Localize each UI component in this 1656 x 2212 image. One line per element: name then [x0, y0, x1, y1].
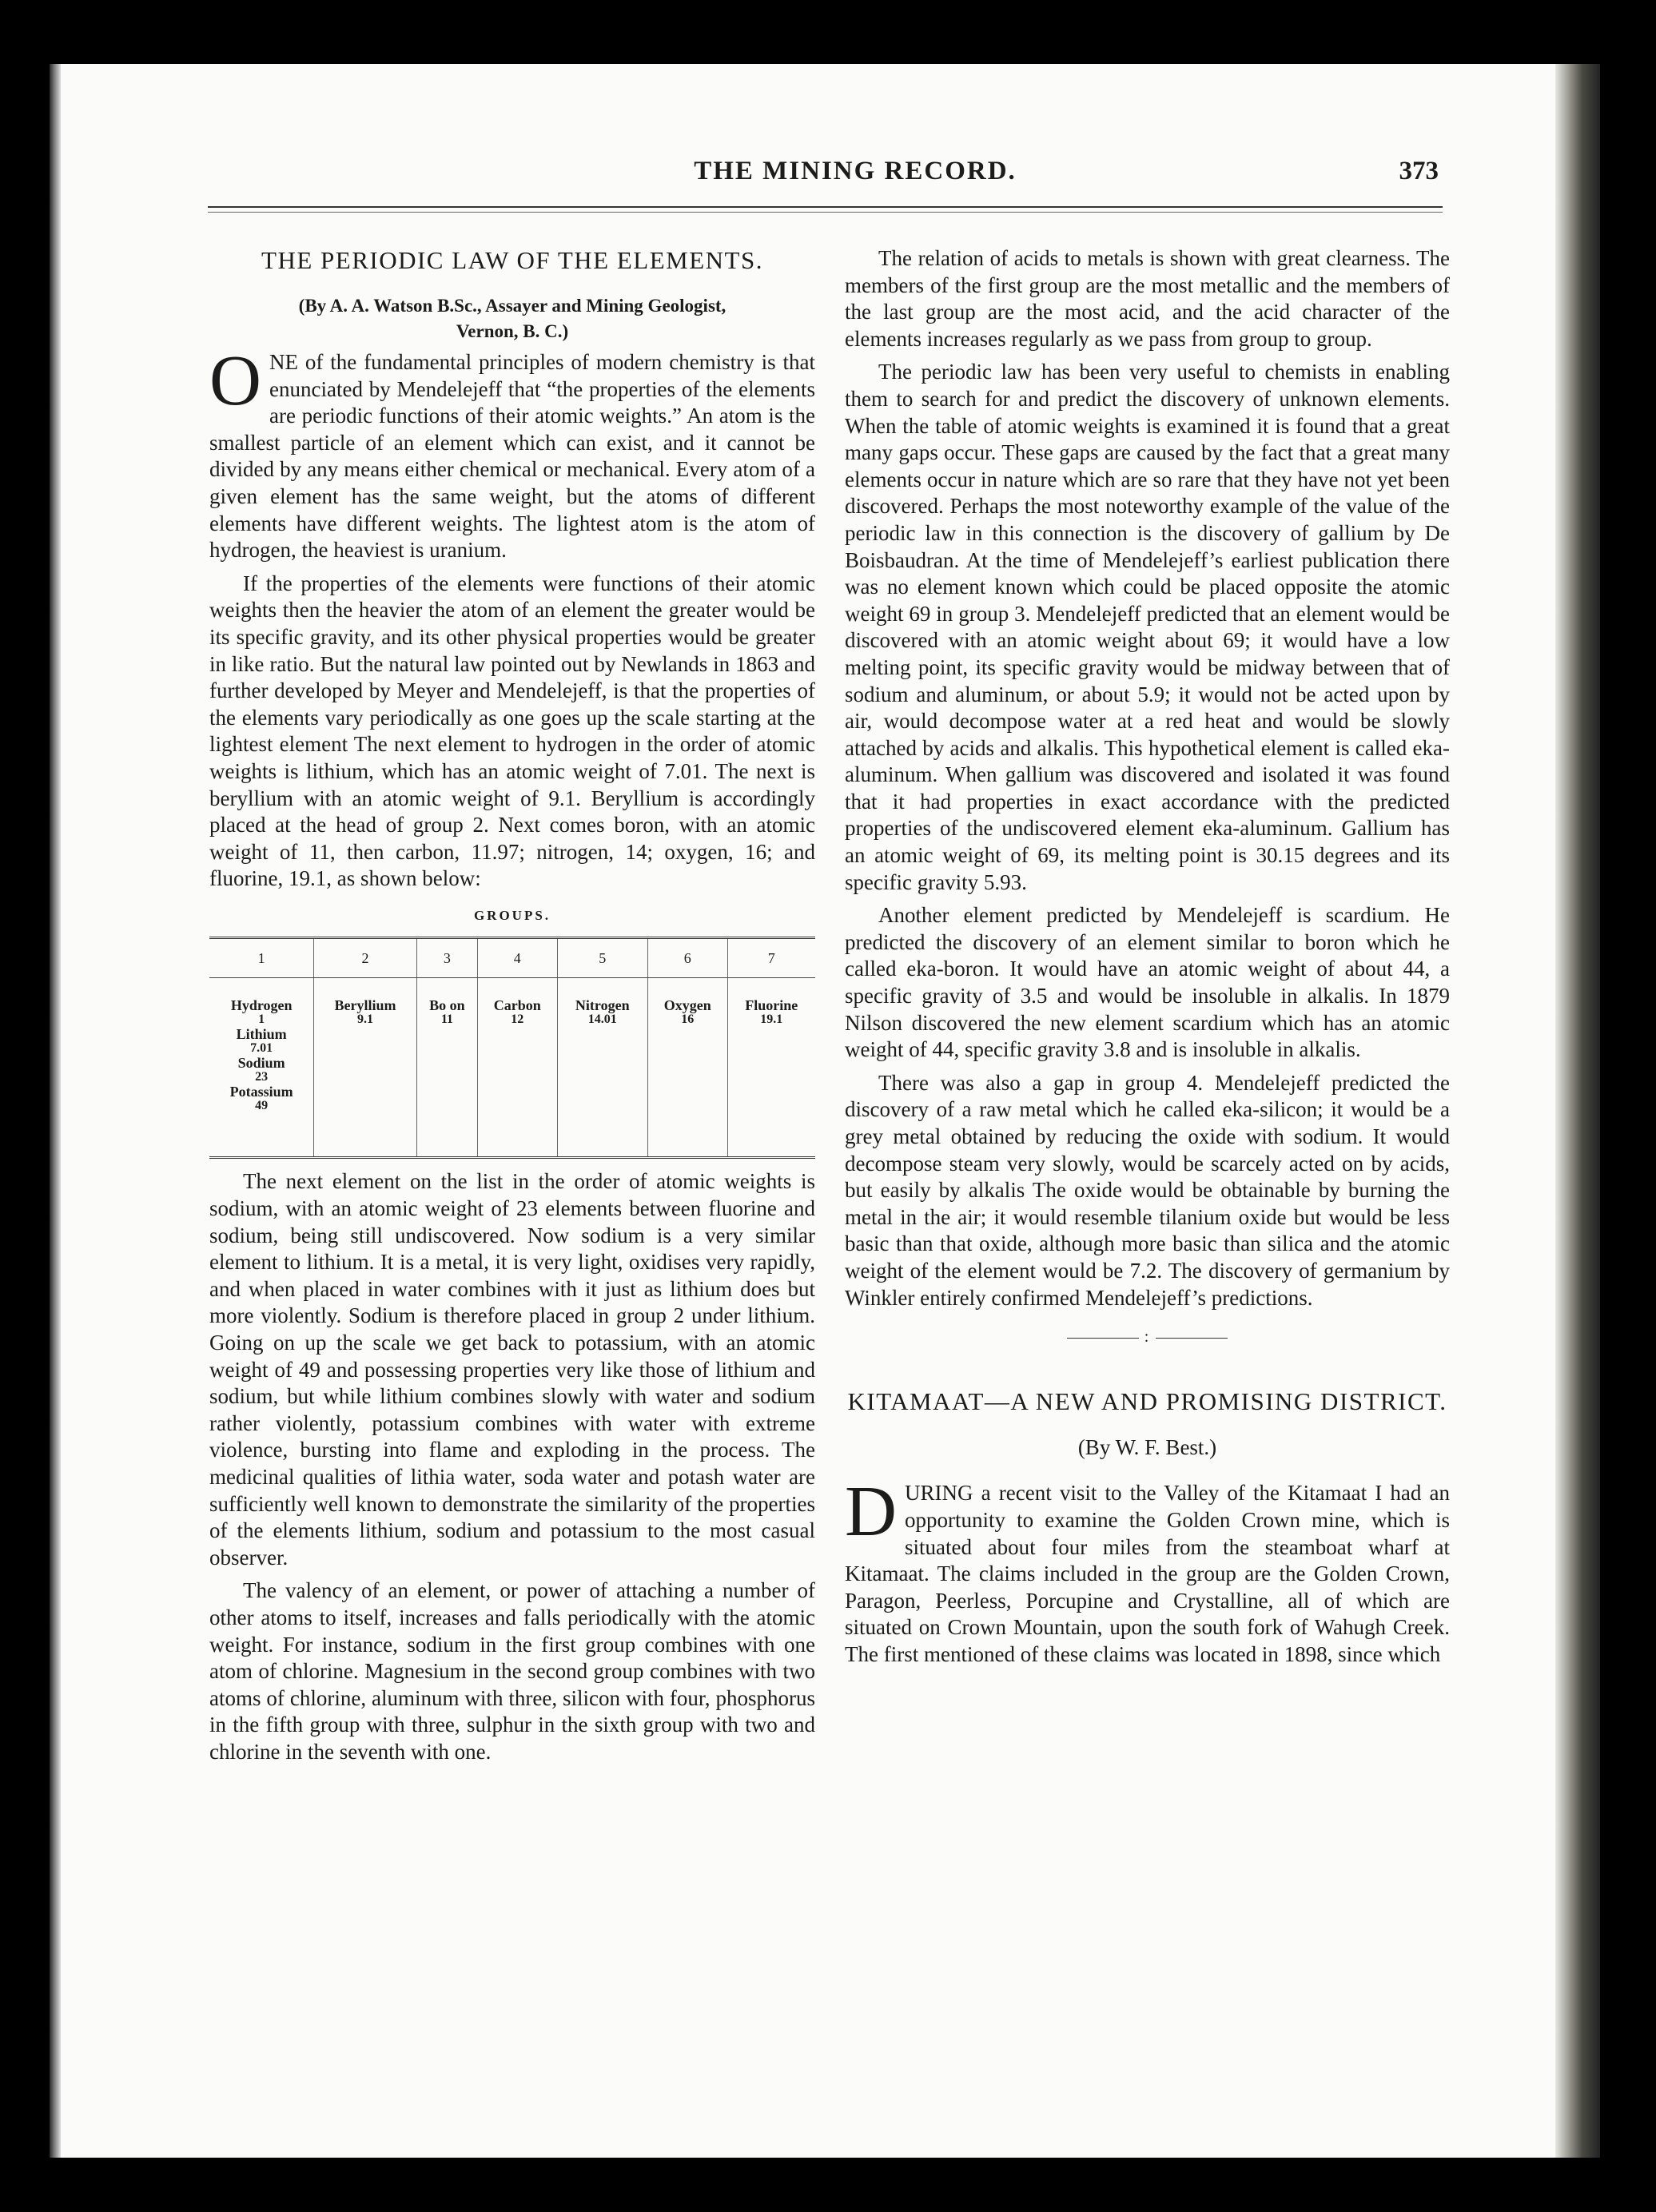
article-separator: [845, 1324, 1450, 1351]
paragraph: Another element predicted by Mendelejeff is scardium. He predicted the discovery of an element similar to boron which he called eka-boron. It would have an atomic weight of about 44, a specific gravity of 3.5 and would be insoluble in alkalis. In 1879 Nilson discovered the new element scardium which has an atomic weight of 44, specific gravity 3.8 and is insoluble in alkalis.: [845, 903, 1450, 1062]
separator-line: [1156, 1338, 1228, 1339]
drop-cap: O: [209, 341, 261, 420]
element-name: Carbon: [493, 997, 541, 1014]
separator-mark: :: [1144, 1328, 1151, 1347]
group-header: 3: [416, 938, 477, 978]
element-weight: 19.1: [760, 1013, 783, 1027]
right-column: [845, 245, 1450, 1675]
group-7-cell: [727, 978, 815, 1158]
header-rule: [208, 206, 1443, 208]
element-weight: 7.01: [250, 1041, 273, 1056]
byline-line-2: Vernon, B. C.): [456, 321, 569, 341]
running-head: [208, 157, 1439, 197]
element-weight: 1: [258, 1013, 265, 1027]
journal-title: THE MINING RECORD.: [694, 157, 1017, 185]
table-caption: GROUPS.: [473, 907, 551, 923]
article-byline: (By W. F. Best.): [1077, 1434, 1217, 1459]
group-header: 1: [209, 938, 314, 978]
group-5-cell: [557, 978, 647, 1158]
element-weight: 49: [255, 1099, 269, 1113]
element-name: Potassium: [229, 1084, 293, 1100]
group-header: 5: [557, 938, 647, 978]
element-weight: 23: [255, 1070, 269, 1084]
page-edge-left: [50, 64, 61, 2158]
scan-border-top: [0, 0, 1656, 64]
group-4-cell: [478, 978, 558, 1158]
scan-border-bottom: [0, 2158, 1656, 2212]
element-name: Sodium: [237, 1055, 285, 1072]
paragraph: There was also a gap in group 4. Mendelejeff predicted the discovery of a raw metal which he called eka-silicon; it would be a grey metal obtained by reducing the oxide with sodium. It would decompose steam very slowly, would be scarcely acted on by acids, but easily by alkalis The oxide would be obtainable by burning the metal in the air; it would resemble tilanium oxide but would be less basic than that oxide, although more basic than silica and the atomic weight of the element would be 7.2. The discovery of germanium by Winkler entirely confirmed Mendelejeff’s predictions.: [845, 1070, 1450, 1310]
page-binding: [1555, 64, 1600, 2158]
group-3-cell: [416, 978, 477, 1158]
scan-border-left: [0, 0, 50, 2212]
element-weight: 11: [440, 1013, 453, 1027]
group-header: 6: [647, 938, 727, 978]
header-rule-thin: [208, 212, 1443, 213]
group-1-cell: [209, 978, 314, 1158]
group-header: 4: [478, 938, 558, 978]
element-name: Hydrogen: [230, 997, 293, 1014]
table-row: [209, 978, 815, 1158]
element-name: Beryllium: [334, 997, 396, 1014]
element-weight: 9.1: [357, 1013, 374, 1027]
element-weight: 16: [681, 1013, 695, 1027]
element-name: Nitrogen: [575, 997, 630, 1014]
paragraph: If the properties of the elements were functions of their atomic weights then the heavier the atom of an element the greater would be its specific gravity, and its other physical properties would be greater in like ratio. But the natural law pointed out by Newlands in 1863 and further developed by Meyer and Mendelejeff, is that the properties of the elements vary periodically as one goes up the scale starting at the lightest element The next element to hydrogen in the order of atomic weights is lithium, which has an atomic weight of 7.01. The next is beryllium with an atomic weight of 9.1. Beryllium is accordingly placed at the head of group 2. Next comes boron, with an atomic weight of 11, then carbon, 11.97; nitrogen, 14; oxygen, 16; and fluorine, 19.1, as shown below:: [209, 571, 815, 891]
separator-line: [1067, 1338, 1139, 1339]
article-title: THE PERIODIC LAW OF THE ELEMENTS.: [261, 246, 763, 274]
elements-groups-table: [209, 937, 815, 1159]
element-name: Lithium: [236, 1026, 287, 1043]
paragraph: DURING a recent visit to the Valley of the Kitamaat I had an opportunity to examine the Golden Crown mine, which is situated about four miles from the steamboat wharf at Kitamaat. The claims included in the group are the Golden Crown, Paragon, Peerless, Porcupine and Crystalline, all of which are situated on Crown Mountain, upon the south fork of Wahugh Creek. The first mentioned of these claims was located in 1898, since which: [845, 1472, 1450, 1666]
article-byline: [209, 293, 815, 344]
group-6-cell: [647, 978, 727, 1158]
paragraph: The periodic law has been very useful to chemists in enabling them to search for and predict the discovery of unknown elements. When the table of atomic weights is examined it is found that a great many gaps occur. These gaps are caused by the fact that a great many elements occur in nature which are so rare that they have not yet been discovered. Perhaps the most noteworthy example of the value of the periodic law in this connection is the discovery of gallium by De Boisbaudran. At the time of Mendelejeff’s earliest publication there was no element known which could be placed opposite the atomic weight 69 in group 3. Mendelejeff predicted that an element would be discovered with an atomic weight about 69; it would have a low melting point, its specific gravity would be midway between that of sodium and aluminum, or about 5.9; it would not be acted upon by air, would decompose water at a red heat and would be slowly attached by acids and alkalis. This hypothetical element is called eka-aluminum. When gallium was discovered and isolated it was found that it had properties in exact accordance with the predicted properties of the undiscovered element eka-aluminum. Gallium has an atomic weight of 69, its melting point is 30.15 degrees and its specific gravity 5.93.: [845, 360, 1450, 894]
left-column: [209, 245, 815, 1772]
element-name: Oxygen: [663, 997, 711, 1014]
drop-cap: D: [845, 1472, 897, 1552]
table-header-row: [209, 938, 815, 978]
scan-border-right: [1600, 0, 1656, 2212]
paragraph: The next element on the list in the order of atomic weights is sodium, with an atomic weight of 23 elements between fluorine and sodium, being still undiscovered. Now sodium is a very similar element to lithium. It is a metal, it is very light, oxidises very rapidly, and when placed in water combines with it just as lithium does but more violently. Sodium is therefore placed in group 2 under lithium. Going on up the scale we get back to potassium, with an atomic weight of 49 and possessing properties very like those of lithium and sodium, but while lithium combines slowly with water and sodium rather violently, potassium combines with water with extreme violence, bursting into flame and exploding in the process. The medicinal qualities of lithia water, soda water and potash water are sufficiently well known to demonstrate the similarity of the properties of the elements lithium, sodium and potassium to the most casual observer.: [209, 1169, 815, 1569]
byline-line-1: (By A. A. Watson B.Sc., Assayer and Mining Geologist,: [298, 296, 726, 316]
element-name: Bo on: [429, 997, 465, 1014]
paragraph: ONE of the fundamental principles of modern chemistry is that enunciated by Mendelejeff that “the properties of the elements are periodic functions of their atomic weights.” An atom is the smallest particle of an element which can exist, and it cannot be divided by any means either chemical or mechanical. Every atom of a given element has the same weight, but the atoms of different elements have different weights. The lightest atom is the atom of hydrogen, the heaviest is uranium.: [209, 341, 815, 563]
article-title: KITAMAAT—A NEW AND PROMISING DISTRICT.: [847, 1386, 1447, 1415]
element-weight: 12: [511, 1013, 524, 1027]
page-number: 373: [1399, 157, 1439, 185]
paragraph: The valency of an element, or power of attaching a number of other atoms to itself, increases and falls periodically with the atomic weight. For instance, sodium in the first group combines with one atom of chlorine. Magnesium in the second group combines with two atoms of chlorine, aluminum with three, silicon with four, phosphorus in the fifth group with three, sulphur in the sixth group with two and chlorine in the seventh with one.: [209, 1578, 815, 1764]
paragraph: The relation of acids to metals is shown with great clearness. The members of the first group are the most metallic and the members of the last group are the most acid, and the acid character of the elements increases regularly as we pass from group to group.: [845, 246, 1450, 351]
group-2-cell: [314, 978, 416, 1158]
element-name: Fluorine: [745, 997, 798, 1014]
group-header: 7: [727, 938, 815, 978]
element-weight: 14.01: [587, 1013, 617, 1027]
group-header: 2: [314, 938, 416, 978]
